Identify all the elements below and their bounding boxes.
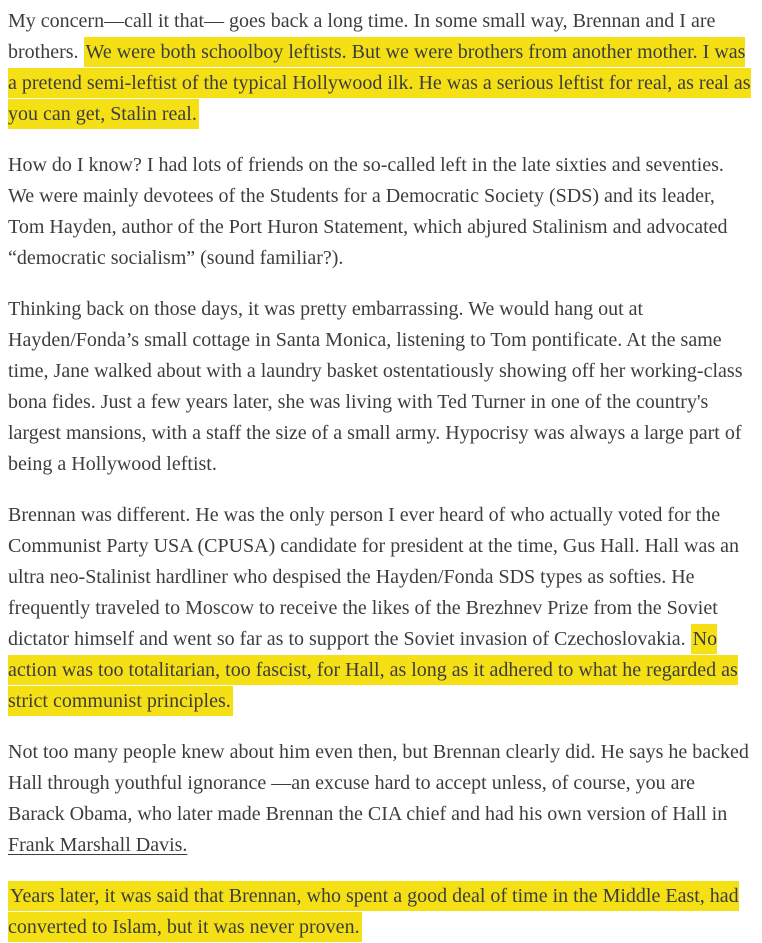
highlighted-text: We were both schoolboy leftists. But we were brothers from another mother. I was a pretend semi-leftist of the typical Hollywood ilk. He was a serious leftist for real, as real as you can get, Stalin real. [8, 37, 751, 129]
paragraph [8, 294, 754, 480]
frank-marshall-davis-link[interactable]: Frank Marshall Davis. [8, 834, 188, 856]
paragraph [8, 737, 754, 861]
text-segment: Not too many people knew about him even then, but Brennan clearly did. He says he backed Hall through youthful ignorance —an excuse hard to accept unless, of course, you are Barack Obama, who later made Brennan the CIA chief and had his own version of Hall in [8, 741, 749, 825]
paragraph [8, 6, 754, 130]
text-segment: My concern—call it that— goes back a long time. In some small way, Brennan and I are brothers. [8, 10, 716, 63]
highlighted-text: No action was too totalitarian, too fascist, for Hall, as long as it adhered to what he regarded as strict communist principles. [8, 624, 738, 716]
text-segment: Thinking back on those days, it was pretty embarrassing. We would hang out at Hayden/Fonda’s small cottage in Santa Monica, listening to Tom pontificate. At the same time, Jane walked about with a laundry basket ostentatiously showing off her working-class bona fides. Just a few years later, she was living with Ted Turner in one of the country's largest mansions, with a staff the size of a small army. Hypocrisy was always a large part of being a Hollywood leftist. [8, 298, 743, 475]
text-segment: Brennan was different. He was the only person I ever heard of who actually voted for the Communist Party USA (CPUSA) candidate for president at the time, Gus Hall. Hall was an ultra neo-Stalinist hardliner who despised the Hayden/Fonda SDS types as softies. He frequently traveled to Moscow to receive the likes of the Brezhnev Prize from the Soviet dictator himself and went so far as to support the Soviet invasion of Czechoslovakia. [8, 504, 740, 650]
paragraph [8, 881, 754, 943]
paragraph [8, 150, 754, 274]
text-segment: How do I know? I had lots of friends on the so-called left in the late sixties and seventies. We were mainly devotees of the Students for a Democratic Society (SDS) and its leader, Tom Hayden, author of the Port Huron Statement, which abjured Stalinism and advocated “democratic socialism” (sound familiar?). [8, 154, 728, 269]
highlighted-text: Years later, it was said that Brennan, who spent a good deal of time in the Middle East, had converted to Islam, but it was never proven. [8, 881, 739, 942]
paragraph [8, 500, 754, 717]
